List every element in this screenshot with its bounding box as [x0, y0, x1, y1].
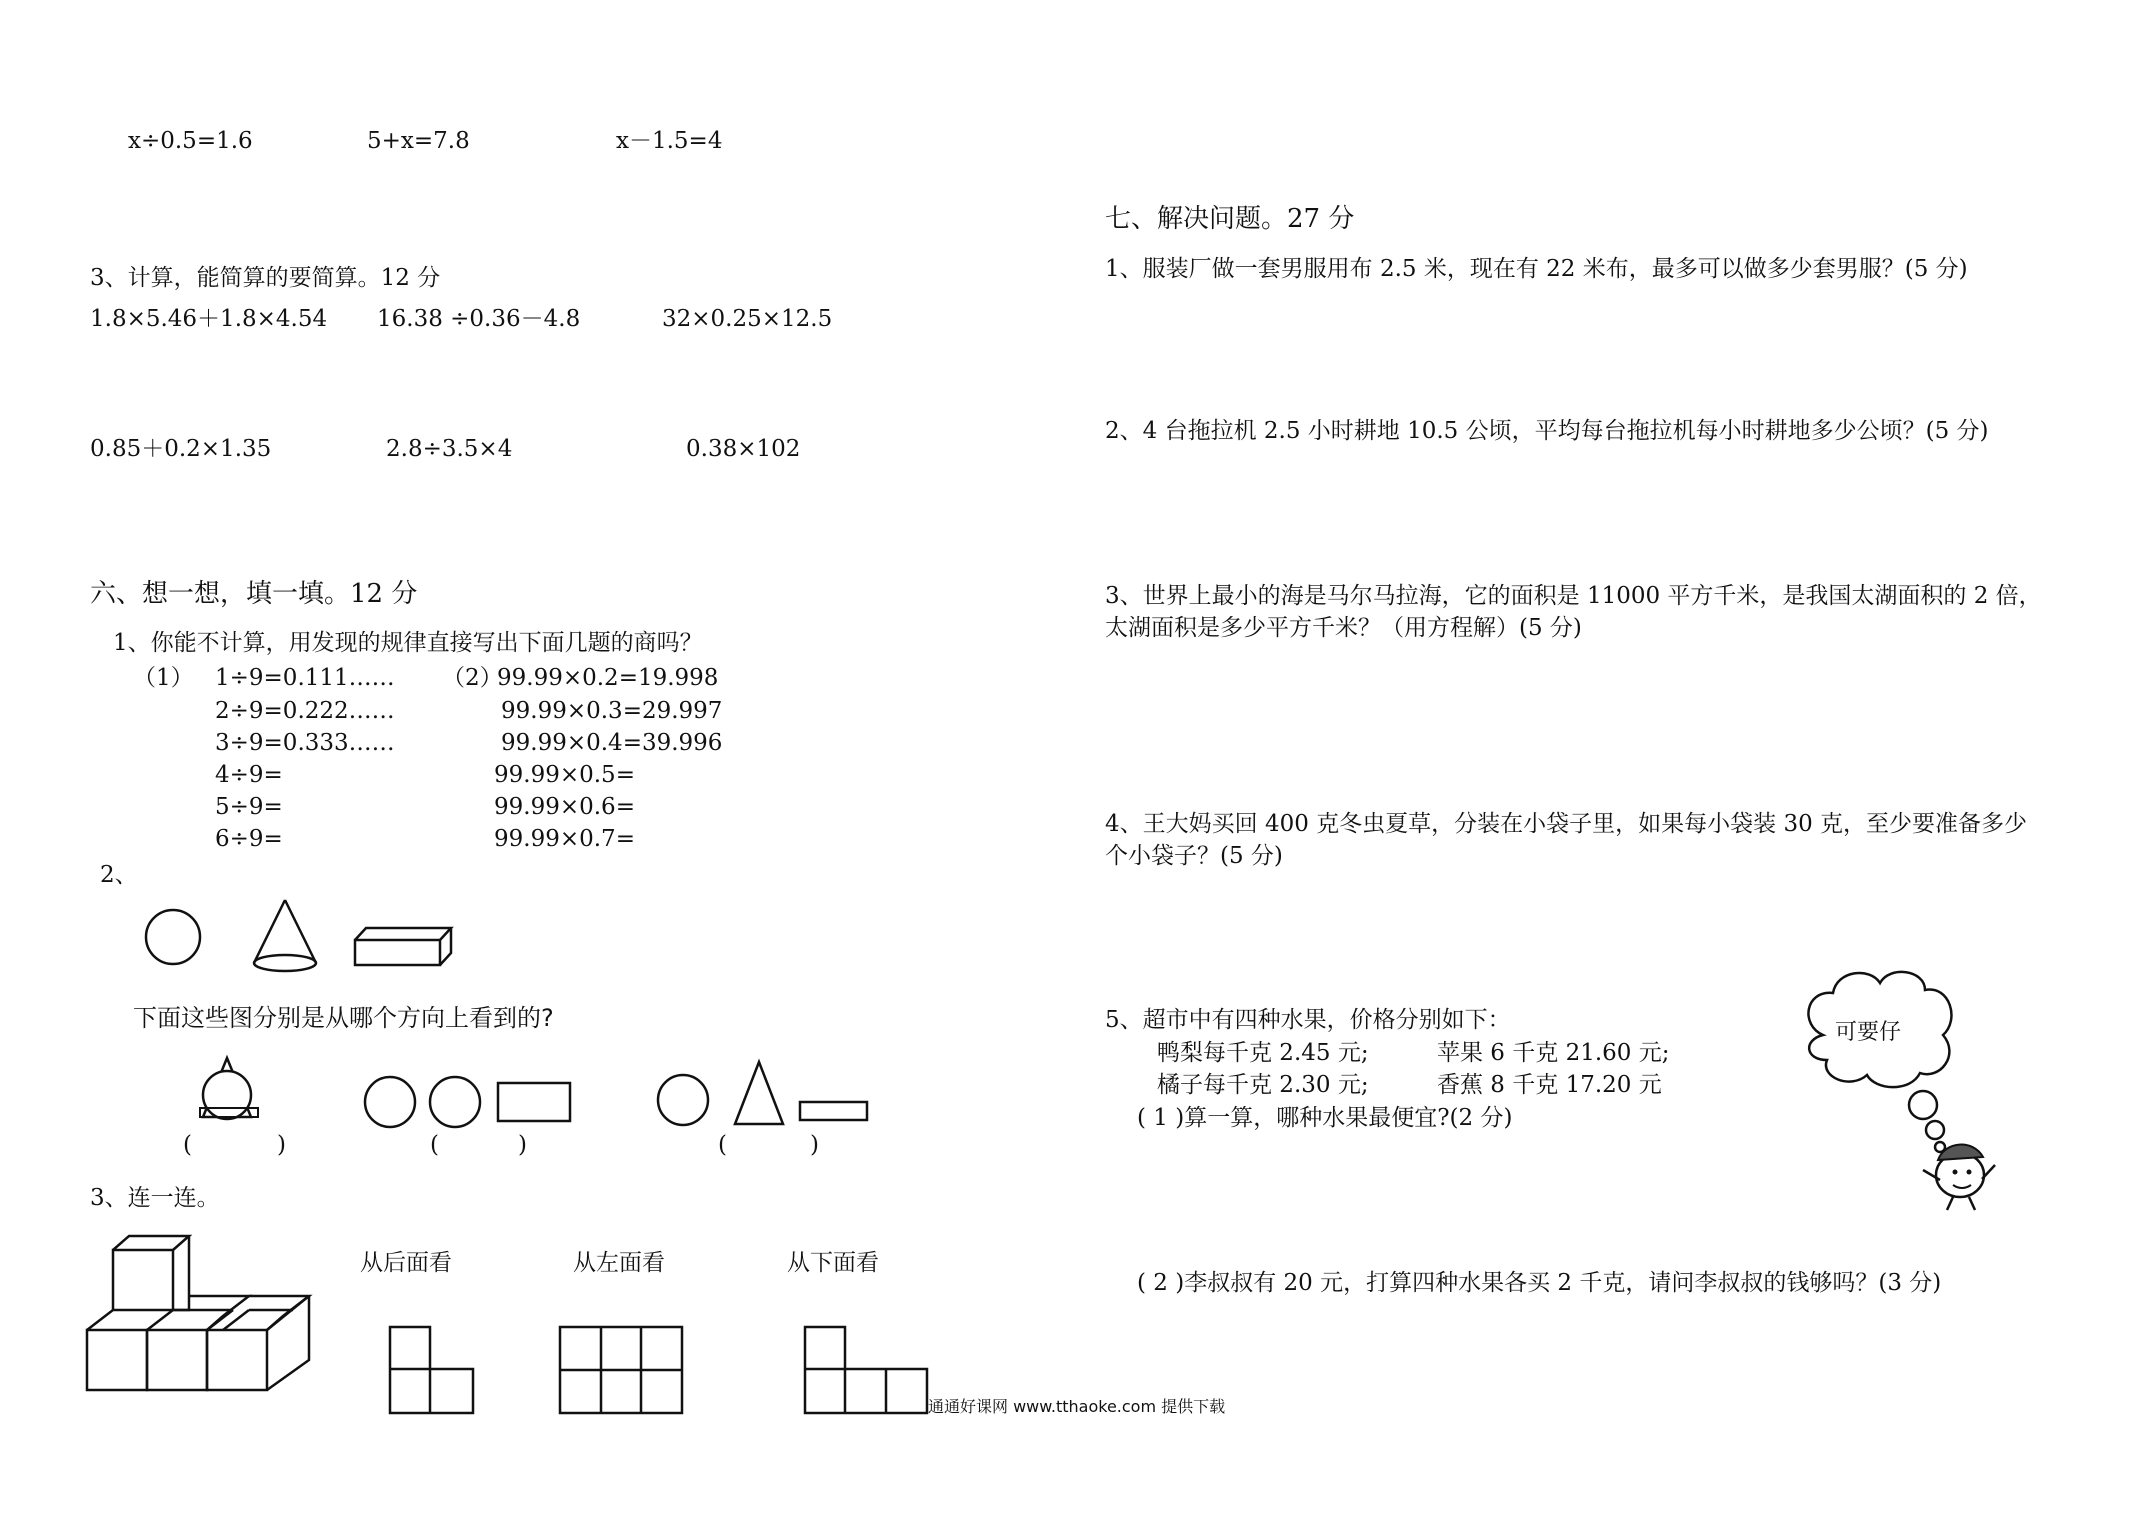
cone-shape — [254, 900, 316, 971]
equation-1: x÷0.5=1.6 — [128, 128, 253, 154]
q3-title: 3、计算，能简算的要简算。12 分 — [90, 265, 441, 291]
calc-6: 0.38×102 — [686, 436, 801, 462]
problem-4-line-2: 个小袋子？(5 分) — [1105, 843, 1283, 869]
grid-back-view — [390, 1327, 473, 1413]
sphere-shape — [146, 910, 200, 964]
pattern-2-3: 99.99×0.4=39.996 — [501, 730, 723, 756]
pattern-1-2: 2÷9=0.222…… — [215, 698, 395, 724]
problem-2: 2、4 台拖拉机 2.5 小时耕地 10.5 公顷，平均每台拖拉机每小时耕地多少公顷？(5 分) — [1105, 418, 1989, 444]
calc-4: 0.85＋0.2×1.35 — [90, 436, 272, 462]
pattern-1-1: 1÷9=0.111…… — [215, 665, 395, 691]
problem-3-line-2: 太湖面积是多少平方千米？（用方程解）(5 分) — [1105, 615, 1582, 641]
cloud-text: 可要仔 — [1835, 1020, 1902, 1045]
section-7-title: 七、解决问题。27 分 — [1105, 204, 1355, 234]
pattern-1-4: 4÷9= — [215, 762, 283, 788]
pattern-1-6: 6÷9= — [215, 826, 283, 852]
grid-left-view — [560, 1327, 682, 1413]
thought-cloud — [1808, 972, 1951, 1152]
problem-4-line-1: 4、王大妈买回 400 克冬虫夏草，分装在小袋子里，如果每小袋装 30 克，至少要准备多少 — [1105, 811, 2028, 837]
problem-5-part-2: ( 2 )李叔叔有 20 元，打算四种水果各买 2 千克，请问李叔叔的钱够吗？(3 分) — [1137, 1270, 1942, 1296]
character-icon — [1923, 1145, 1995, 1210]
pattern-1-3: 3÷9=0.333…… — [215, 730, 395, 756]
problem-3-line-1: 3、世界上最小的海是马尔马拉海，它的面积是 11000 平方千米，是我国太湖面积的 2 倍， — [1105, 583, 2042, 609]
calc-5: 2.8÷3.5×4 — [386, 436, 513, 462]
s6-q1: 1、你能不计算，用发现的规律直接写出下面几题的商吗？ — [113, 630, 703, 656]
view-group-1 — [200, 1058, 258, 1119]
grid-bottom-view — [805, 1327, 927, 1413]
equation-2: 5+x=7.8 — [367, 128, 470, 154]
cuboid-shape — [355, 928, 451, 965]
paren-3-open: ( — [718, 1132, 727, 1158]
pattern-2-6: 99.99×0.7= — [494, 826, 635, 852]
cube-stack-figure — [85, 1228, 325, 1408]
calc-3: 32×0.25×12.5 — [662, 306, 833, 332]
fruit-price-2: 苹果 6 千克 21.60 元; — [1437, 1040, 1670, 1066]
view-label-bottom: 从下面看 — [787, 1250, 879, 1276]
paren-2-close: ) — [518, 1132, 527, 1158]
fruit-price-3: 橘子每千克 2.30 元; — [1157, 1072, 1369, 1098]
views-figure — [195, 1050, 895, 1130]
fruit-price-1: 鸭梨每千克 2.45 元; — [1157, 1040, 1369, 1066]
s6-q2: 2、 — [100, 862, 138, 888]
view-label-left: 从左面看 — [573, 1250, 665, 1276]
pattern-label-1: （1） — [133, 665, 194, 691]
solids-figure — [130, 895, 470, 985]
problem-5-part-1: ( 1 )算一算，哪种水果最便宜?(2 分) — [1137, 1105, 1513, 1131]
pattern-2-4: 99.99×0.5= — [494, 762, 635, 788]
paren-3-close: ) — [810, 1132, 819, 1158]
view-grids-figure — [385, 1325, 945, 1420]
footer-text: 通通好课网 www.tthaoke.com 提供下载 — [928, 1397, 1226, 1416]
view-group-3 — [658, 1062, 867, 1125]
calc-1: 1.8×5.46＋1.8×4.54 — [90, 306, 328, 332]
fruit-price-4: 香蕉 8 千克 17.20 元 — [1437, 1072, 1662, 1098]
paren-1-close: ) — [277, 1132, 286, 1158]
cartoon-figure — [1795, 965, 2025, 1215]
problem-5: 5、超市中有四种水果，价格分别如下： — [1105, 1007, 1511, 1033]
pattern-2-5: 99.99×0.6= — [494, 794, 635, 820]
pattern-2-1: 99.99×0.2=19.998 — [497, 665, 719, 691]
calc-2: 16.38 ÷0.36－4.8 — [377, 306, 581, 332]
view-label-back: 从后面看 — [360, 1250, 452, 1276]
pattern-1-5: 5÷9= — [215, 794, 283, 820]
pattern-2-2: 99.99×0.3=29.997 — [501, 698, 723, 724]
pattern-label-2: （2） — [442, 665, 503, 691]
paren-2-open: ( — [430, 1132, 439, 1158]
section-6-title: 六、想一想，填一填。12 分 — [90, 579, 418, 609]
s6-q3: 3、连一连。 — [90, 1185, 220, 1211]
problem-1: 1、服装厂做一套男服用布 2.5 米，现在有 22 米布，最多可以做多少套男服？(5 分) — [1105, 256, 1968, 282]
views-question: 下面这些图分别是从哪个方向上看到的? — [133, 1004, 554, 1032]
equation-3: x－1.5=4 — [616, 128, 723, 154]
paren-1-open: ( — [183, 1132, 192, 1158]
view-group-2 — [365, 1077, 570, 1127]
